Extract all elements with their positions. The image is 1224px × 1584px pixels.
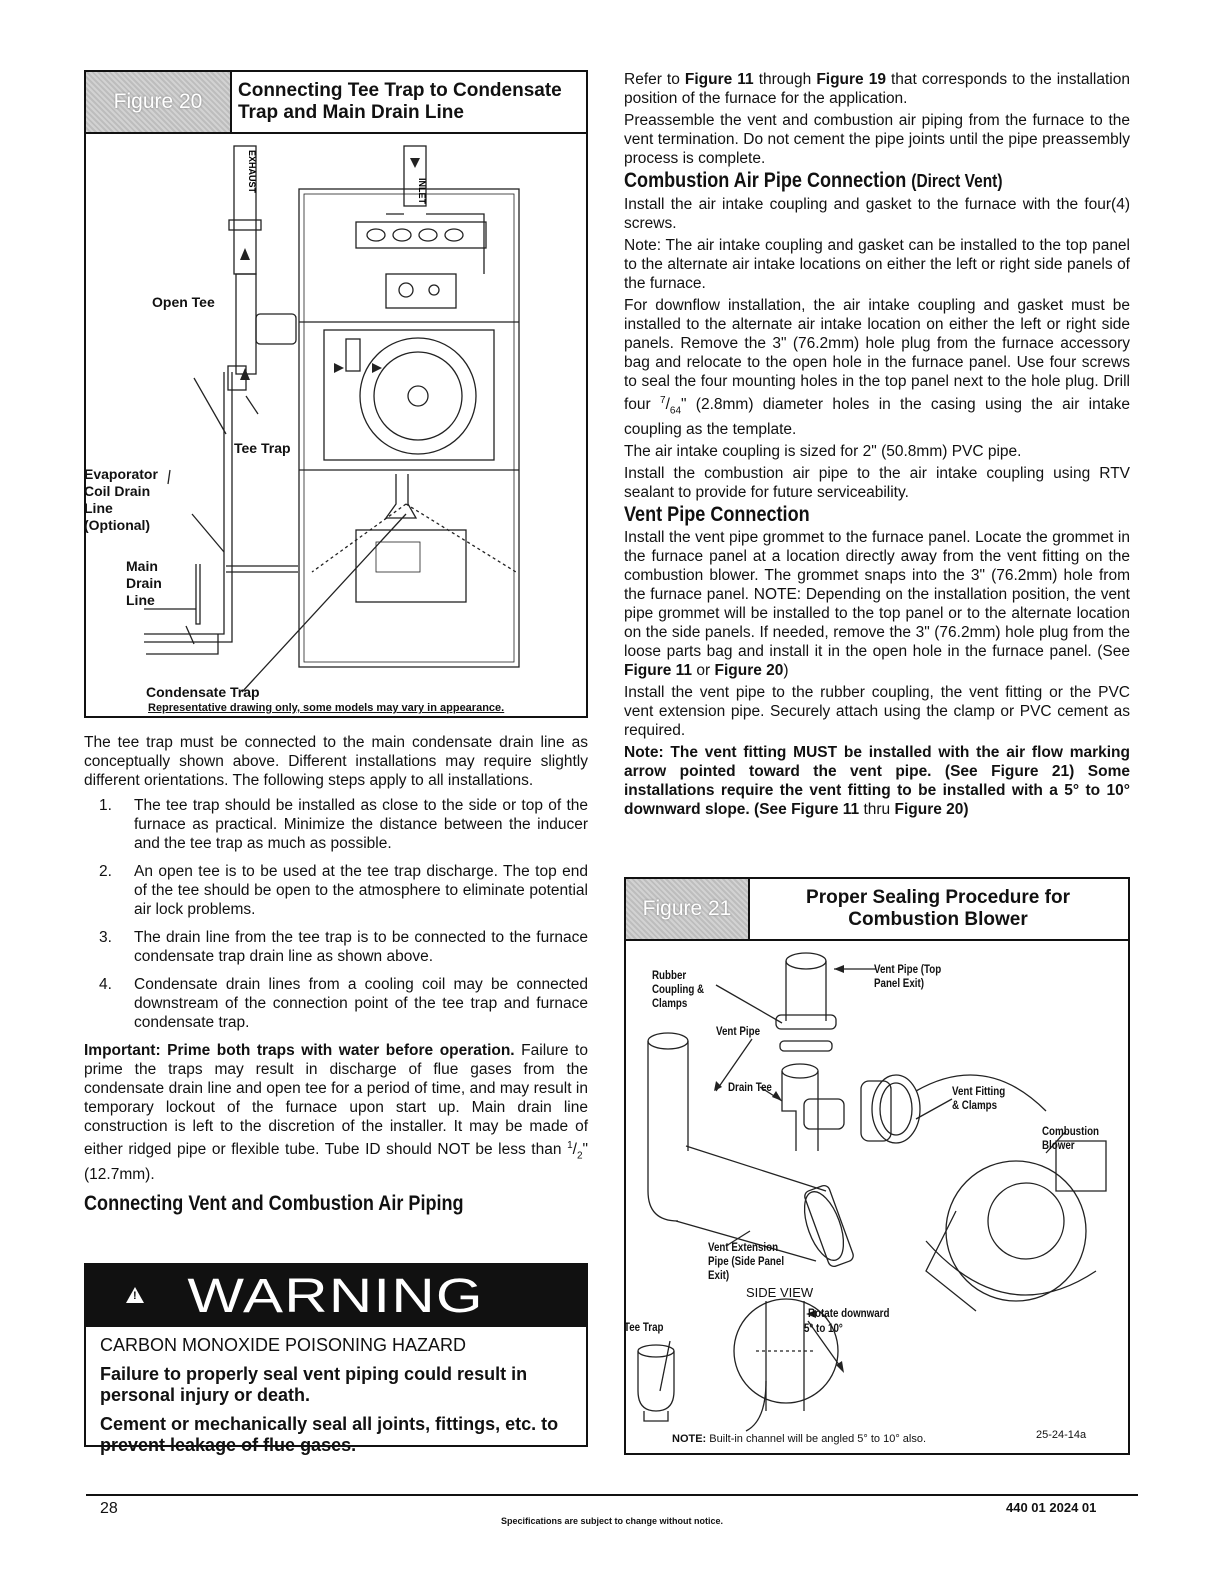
document-number: 440 01 2024 01 [1006,1500,1097,1515]
page-number: 28 [100,1500,118,1517]
furnace-drain-diagram [86,134,586,694]
step-text: The drain line from the tee trap is to be connected to the furnace condensate trap drain line as shown above. [134,929,588,965]
section-heading-vent-pipe: Vent Pipe Connection [624,503,810,527]
combustion-p5: Install the combustion air pipe to the air intake coupling using RTV sealant to provide for future serviceability. [624,465,1130,502]
furnace-cabinet [299,189,519,667]
tee-trap-intro: The tee trap must be connected to the main condensate drain line as conceptually shown above. Different installations may require slightly different orientations. The following steps apply to all installations. [84,734,588,789]
hazard-title: CARBON MONOXIDE POISONING HAZARD [100,1335,467,1355]
refer-paragraph: Refer to Figure 11 through Figure 19 that corresponds to the installation position of the furnace for the application. [624,71,1130,107]
combustion-p1: Install the air intake coupling and gasket to the furnace with the four(4) screws. [624,196,1130,232]
installation-steps [84,796,588,1032]
label-tee-trap: Tee Trap [624,1322,664,1334]
figure-20 [84,70,588,718]
warning-triangle-icon: ! [126,1287,144,1303]
fraction-numerator: 1 [567,1140,573,1151]
step-number: 2. [99,863,112,880]
step-number: 4. [99,976,112,993]
vent-note: Note: The vent fitting MUST be installed with the air flow marking arrow pointed toward the vent pipe. (See Figure 21) Some installations require the vent fitting to be installed with a 5° to 10° downward slope. (See Figure 11 thru Figure 20) [624,744,1130,819]
figure-21-title: Proper Sealing Procedure for Combustion Blower [806,887,1070,930]
fraction-denominator: 2 [576,1150,583,1162]
figure-20-header [86,72,586,134]
label-drain-tee: Drain Tee [728,1082,772,1094]
label-main-drain: Main Drain Line [126,558,162,608]
footer-rule [86,1494,1138,1496]
label-evaporator-drain: Evaporator Coil Drain Line (Optional) [84,466,158,533]
figure-20-tab: Figure 20 [86,72,232,132]
vent-p1: Install the vent pipe grommet to the furnace panel. Locate the grommet in the furnace panel at a location directly away from the vent fitting on the combustion blower. The grommet snaps into the 3" (76.2mm) hole from the furnace panel. NOTE: Depending on the installation position, the vent pipe grommet will be installed to the top panel or to the alternate location on the side panels. If needed, remove the 3" (76.2mm) hole plug from the loose parts bag and install it in the open hole in the furnace panel. (See Figure 11 or Figure 20) [624,529,1130,680]
warning-word: WARNING [187,1269,485,1323]
step-number: 1. [99,797,112,814]
label-condensate-trap: Condensate Trap [146,684,260,700]
section-heading-vent-piping: Connecting Vent and Combustion Air Piping [84,1192,464,1216]
step-item [84,928,588,966]
figure-20-title: Connecting Tee Trap to Condensate Trap and Main Drain Line [238,80,562,123]
figure-21-tab: Figure 21 [626,879,750,939]
link-figure-19[interactable]: Figure 19 [816,71,886,88]
right-column-text [624,70,1130,822]
left-column-text [84,733,588,1217]
step-text: An open tee is to be used at the tee trap discharge. The top end of the tee should be open to the atmosphere to eliminate potential air lock problems. [134,863,588,918]
section-heading-combustion: Combustion Air Pipe Connection (Direct Vent) [624,169,1003,192]
label-side-view: SIDE VIEW [746,1285,814,1300]
figure-20-caption: Representative drawing only, some models may vary in appearance. [148,702,505,714]
important-note: Important: Prime both traps with water before operation. Failure to prime the traps may result in discharge of flue gases from the condensate drain line and open tee for a period of time, and may result in temporary lockout of the furnace upon start up. Main drain line construction is left to the discretion of the installer. It may be made of either ridged pipe or flexible tube. Tube ID should NOT be less than $^1/_2$" (12.7mm). [84,1042,589,1184]
warning-line-1: Failure to properly seal vent piping could result in personal injury or death. [100,1364,528,1405]
step-text: Condensate drain lines from a cooling coil may be connected downstream of the connection point of the tee trap and furnace condensate trap. [134,976,588,1031]
step-item [84,975,588,1032]
label-rotate: Rotate downward [808,1308,890,1320]
label-rotate-degrees: 5° to 10° [804,1323,843,1335]
label-vent-pipe: Vent Pipe [716,1026,761,1038]
combustion-p3: For downflow installation, the air intake coupling and gasket must be installed to the alternate air intake location on either the left or right side panels. Remove the 3" (76.2mm) hole plug from the furnace accessory bag and relocate to the open hole in the furnace panel. Use four screws to seal the four mounting holes in the top panel next to the hole plug. Drill four $^7/_{64}$" (2.8mm) diameter holes in the casing using the air intake coupling as the template. [624,297,1130,439]
link-figure-11[interactable]: Figure 11 [624,662,693,680]
link-figure-20[interactable]: Figure 20 [714,662,784,680]
important-heading: Important: Prime both traps with water before operation. [84,1042,515,1059]
warning-box [84,1263,588,1455]
link-figure-11[interactable]: Figure 11 [684,71,754,88]
inlet-label: INLET [417,178,427,204]
vent-p2: Install the vent pipe to the rubber coupling, the vent fitting or the PVC vent extension pipe. Securely attach using the clamp or PVC cement as required. [624,684,1130,740]
figure-21 [624,877,1130,1455]
label-tee-trap: Tee Trap [234,440,291,456]
label-combustion-blower: Combustion Blower [1042,1126,1100,1152]
label-vent-fitting: Vent Fitting & Clamps [952,1086,1006,1112]
preassemble-paragraph: Preassemble the vent and combustion air piping from the furnace to the vent termination. Do not cement the pipe joints until the pipe preassembly process is complete. [624,112,1130,167]
figure-21-code: 25-24-14a [1036,1429,1087,1441]
combustion-p2: Note: The air intake coupling and gasket can be installed to the top panel to the alternate air intake locations on either the left or right side panels of the furnace. [624,237,1130,292]
step-text: The tee trap should be installed as close to the side or top of the furnace as practical. Minimize the distance between the inducer and the tee trap as much as possible. [134,797,588,852]
label-open-tee: Open Tee [152,294,215,310]
important-body: Failure to prime the traps may result in discharge of flue gases from the condensate drain line and open tee for a period of time, and may result in temporary lockout of the furnace upon start up. Main drain line construction is left to the discretion of the installer. It may be made of either ridged pipe or flexible tube. Tube ID should NOT be less than [84,1042,588,1159]
important-tail: " (12.7mm). [84,1141,589,1184]
label-vent-pipe-top: Vent Pipe (Top Panel Exit) [874,964,942,990]
step-item [84,862,588,919]
label-rubber-coupling: Rubber Coupling & Clamps [652,970,705,1010]
step-number: 3. [99,929,112,946]
warning-banner [86,1265,586,1327]
figure-21-note: NOTE: Built-in channel will be angled 5° to 10° also. [672,1433,927,1445]
label-vent-extension: Vent Extension Pipe (Side Panel Exit) [708,1242,785,1282]
combustion-p4: The air intake coupling is sized for 2" (50.8mm) PVC pipe. [624,443,1022,461]
combustion-blower-diagram [626,941,1126,1451]
warning-line-2: Cement or mechanically seal all joints, fittings, etc. to prevent leakage of flue gases. [100,1414,559,1455]
exhaust-label: EXHAUST [247,150,257,194]
step-item [84,796,588,853]
footer-notice: Specifications are subject to change without notice. [500,1516,724,1526]
figure-21-header [626,879,1128,941]
